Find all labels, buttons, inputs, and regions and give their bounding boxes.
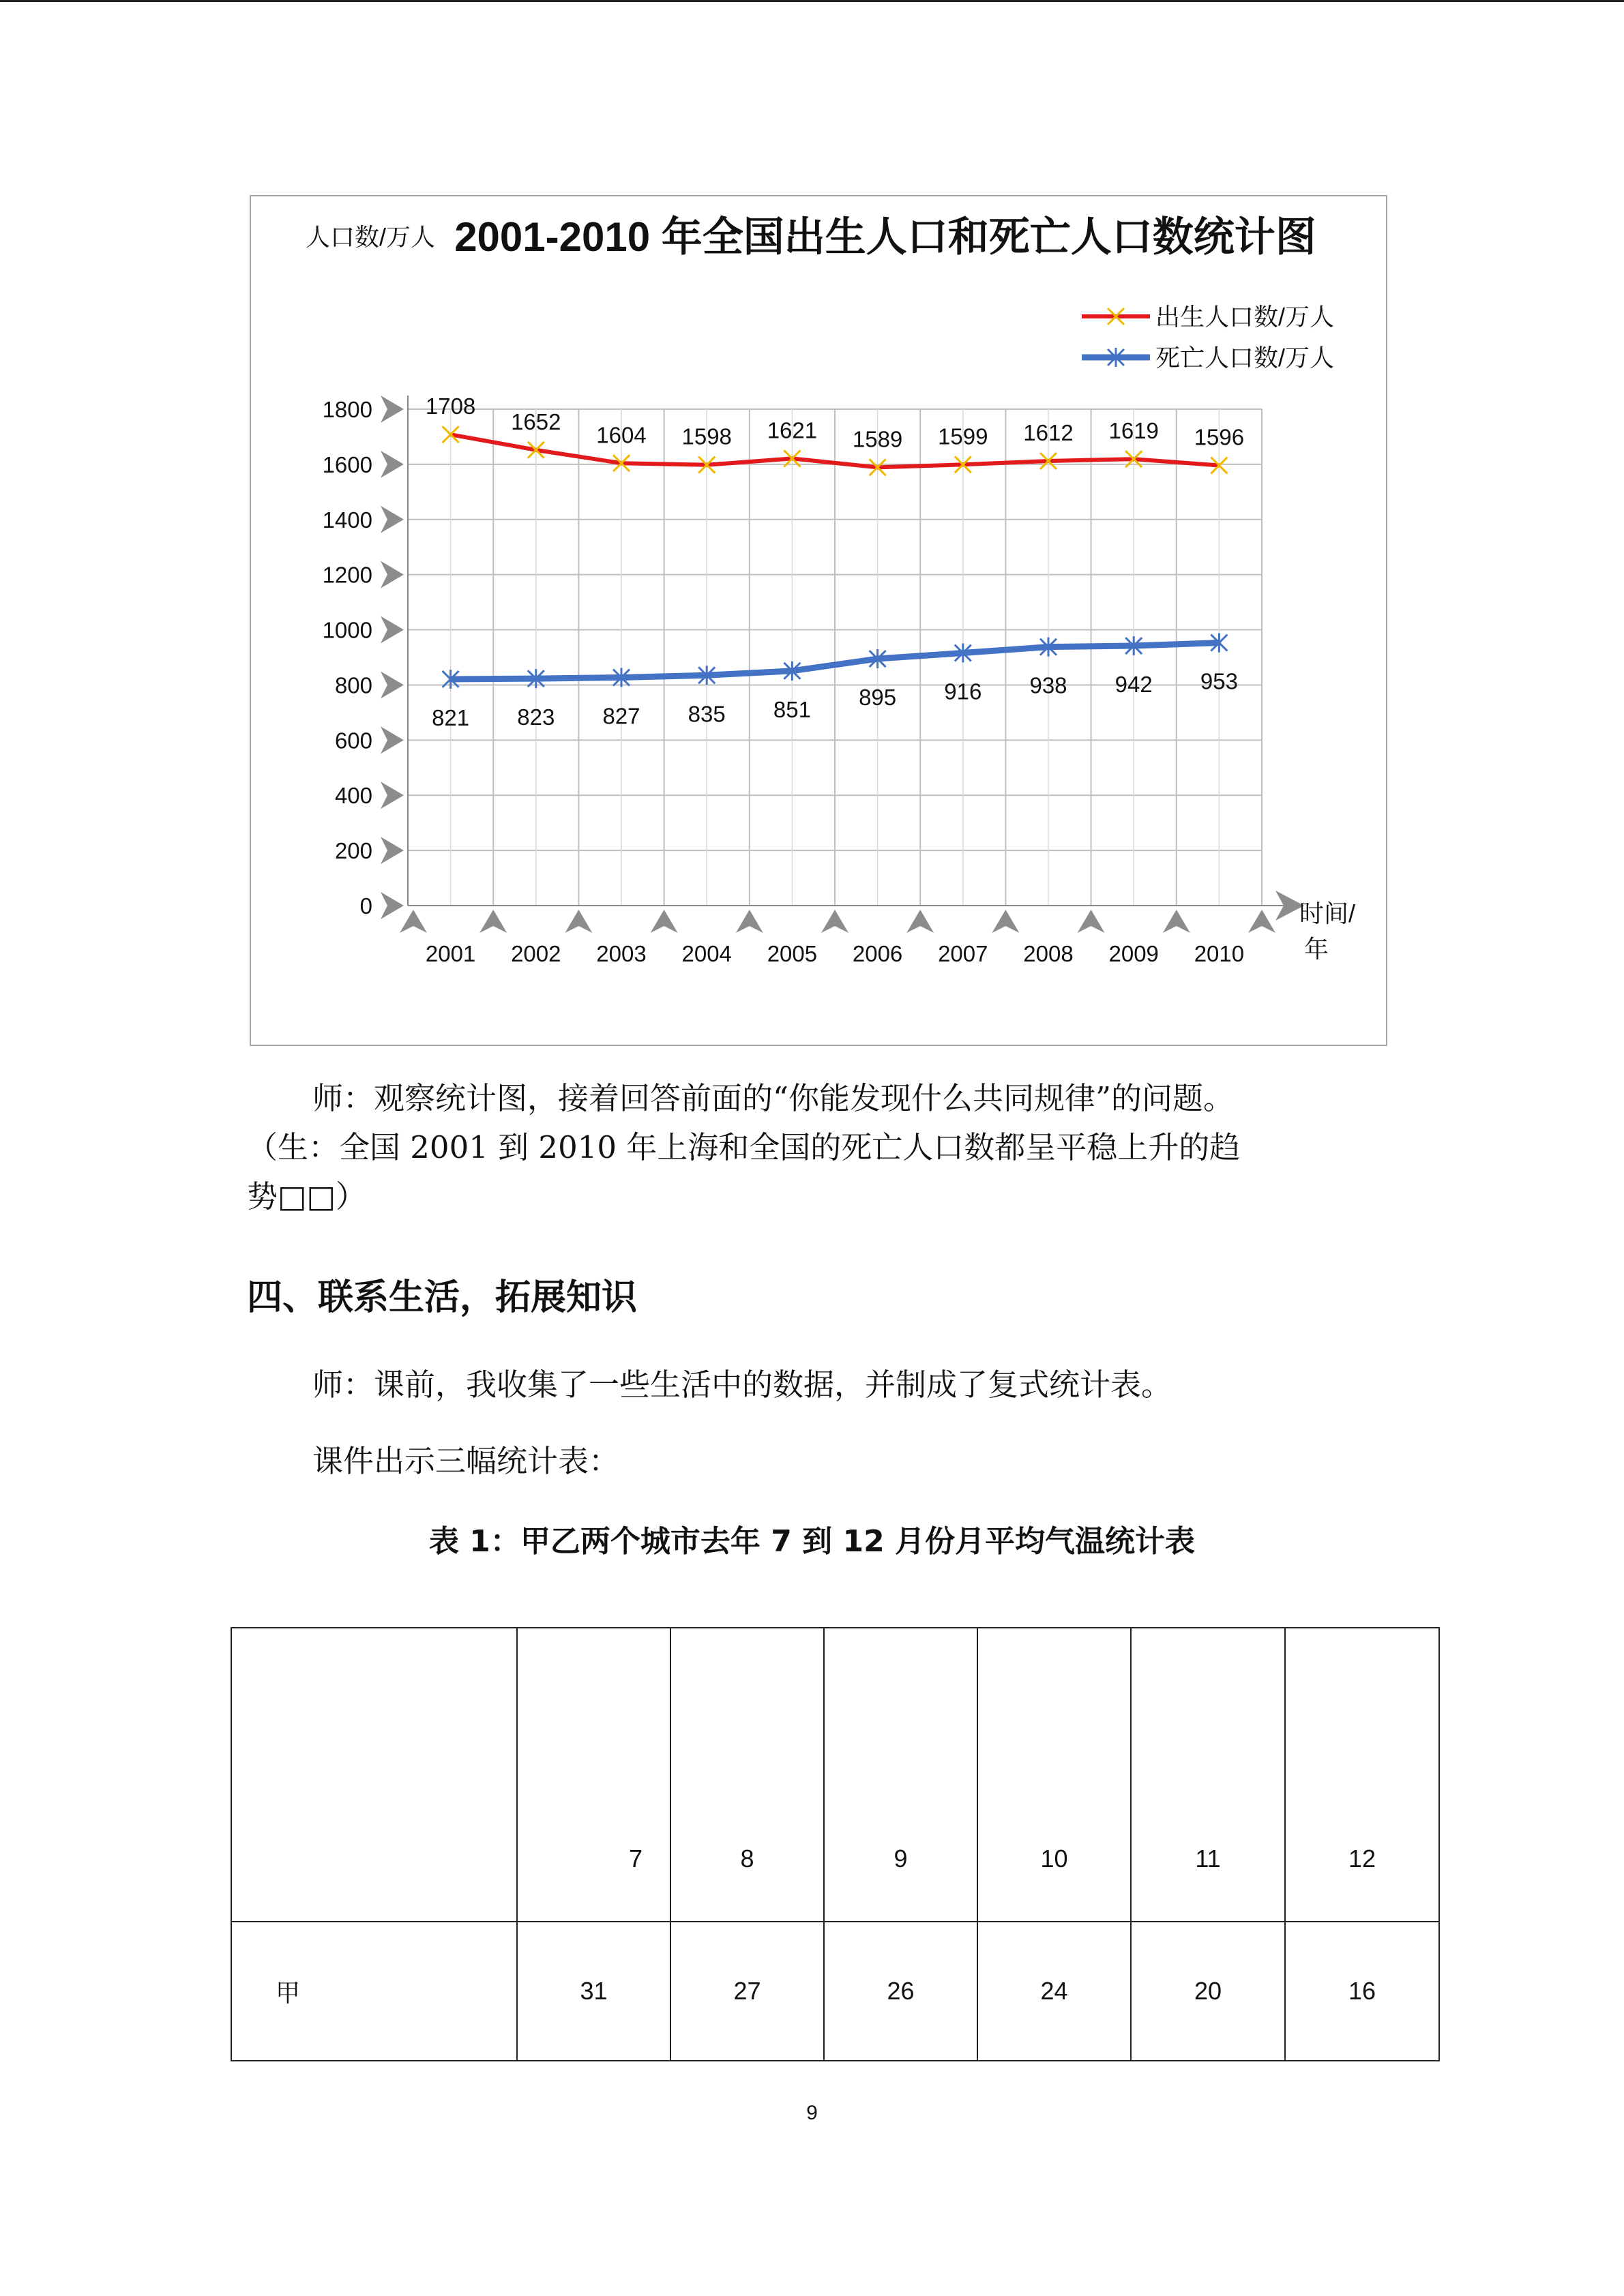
chart-title: 2001-2010 年全国出生人口和死亡人口数统计图: [454, 214, 1316, 260]
y-axis-label: 人口数/万人: [306, 223, 436, 251]
data-label: 1619: [1108, 418, 1159, 444]
y-tick-label: 1600: [322, 451, 372, 477]
table-header-row: [231, 1628, 1439, 1922]
table-caption: 表 1：甲乙两个城市去年 7 到 12 月份月平均气温统计表: [428, 1524, 1196, 1559]
y-tick-label: 1800: [322, 397, 372, 422]
x-axis-arrow-marker: [479, 910, 507, 933]
student-answer-line-2: 势□□）: [247, 1178, 367, 1214]
data-label: 1708: [425, 393, 476, 419]
x-axis-arrow-marker: [1078, 910, 1105, 933]
x-axis-arrow-marker: [1163, 910, 1190, 933]
x-axis-label: 时间/年: [1299, 899, 1356, 963]
x-axis-arrow-marker: [821, 910, 848, 933]
teacher-paragraph-2: 师：课前，我收集了一些生活中的数据，并制成了复式统计表。: [312, 1367, 1172, 1403]
data-label: 1621: [767, 417, 818, 443]
x-tick-label: 2003: [596, 941, 647, 966]
top-border-line: [0, 0, 1624, 2]
data-label: 1598: [681, 423, 732, 449]
x-axis-arrow-marker: [736, 910, 763, 933]
y-axis-arrow-marker: [381, 616, 404, 644]
temperature-table: [231, 1627, 1440, 2061]
table-row: [231, 1922, 1439, 2061]
x-tick-label: 2005: [767, 941, 818, 966]
y-tick-label: 200: [334, 838, 372, 864]
x-axis-arrow-marker: [565, 910, 592, 933]
y-axis-arrow-marker: [381, 837, 404, 864]
data-label: 916: [944, 679, 982, 704]
chart-svg: [251, 196, 1386, 1045]
data-label: 851: [773, 696, 811, 722]
y-axis-arrow-marker: [381, 396, 404, 423]
temperature-cell: 31: [517, 1922, 670, 2061]
data-label: 1589: [852, 426, 903, 452]
data-label: 938: [1029, 672, 1067, 698]
y-axis-arrow-marker: [381, 781, 404, 809]
city-label-cell: 甲: [231, 1922, 517, 2061]
data-label: 821: [432, 704, 470, 730]
y-tick-label: 800: [334, 672, 372, 698]
student-answer-line-1: （生：全国 2001 到 2010 年上海和全国的死亡人口数都呈平稳上升的趋: [247, 1129, 1241, 1165]
data-label: 823: [517, 704, 555, 730]
y-tick-label: 400: [334, 783, 372, 809]
population-line-chart: [250, 195, 1387, 1046]
temperature-cell: 27: [670, 1922, 824, 2061]
data-label: 942: [1114, 672, 1153, 698]
y-axis-arrow-marker: [381, 726, 404, 754]
y-tick-label: 1400: [322, 507, 372, 533]
x-tick-label: 2006: [852, 941, 903, 966]
temperature-cell: 16: [1285, 1922, 1439, 2061]
data-label: 1599: [938, 423, 988, 449]
data-label: 953: [1200, 668, 1238, 694]
month-header-cell: 12: [1285, 1628, 1439, 1922]
teacher-paragraph-1: 师：观察统计图，接着回答前面的“你能发现什么共同规律”的问题。: [312, 1080, 1235, 1116]
data-label: 895: [859, 685, 897, 711]
x-tick-label: 2008: [1023, 941, 1074, 966]
legend-label: 出生人口数/万人: [1155, 303, 1335, 331]
y-axis-arrow-marker: [381, 561, 404, 588]
table-corner-cell: [231, 1628, 517, 1922]
y-axis-arrow-marker: [381, 451, 404, 478]
y-axis-arrow-marker: [381, 892, 404, 919]
data-label: 827: [602, 703, 640, 729]
x-tick-label: 2009: [1108, 941, 1159, 966]
x-tick-label: 2004: [681, 941, 732, 966]
x-axis-arrow-marker: [651, 910, 678, 933]
courseware-paragraph: 课件出示三幅统计表：: [312, 1443, 620, 1479]
temperature-cell: 24: [977, 1922, 1131, 2061]
section-heading-4: 四、联系生活，拓展知识: [247, 1277, 638, 1318]
legend-label: 死亡人口数/万人: [1155, 344, 1335, 372]
temperature-cell: 20: [1131, 1922, 1285, 2061]
x-axis-arrow-marker: [906, 910, 934, 933]
x-tick-label: 2001: [425, 941, 476, 966]
data-label: 1596: [1194, 424, 1245, 450]
x-axis-arrow-marker: [400, 910, 427, 933]
y-tick-label: 1000: [322, 617, 372, 643]
data-label: 1612: [1023, 420, 1074, 446]
y-tick-label: 1200: [322, 562, 372, 588]
data-label: 1652: [511, 408, 561, 434]
data-label: 835: [688, 701, 726, 727]
x-axis-arrow-marker: [992, 910, 1019, 933]
y-tick-label: 0: [359, 893, 372, 919]
month-header-cell: 10: [977, 1628, 1131, 1922]
x-tick-label: 2010: [1194, 941, 1245, 966]
month-header-cell: 7: [517, 1628, 670, 1922]
x-tick-label: 2007: [938, 941, 988, 966]
y-axis-arrow-marker: [381, 671, 404, 698]
y-tick-label: 600: [334, 728, 372, 754]
month-header-cell: 8: [670, 1628, 824, 1922]
temperature-cell: 26: [824, 1922, 977, 2061]
data-label: 1604: [596, 422, 647, 448]
x-axis-arrow-marker: [1248, 910, 1275, 933]
month-header-cell: 9: [824, 1628, 977, 1922]
page-number: 9: [806, 2102, 818, 2124]
x-tick-label: 2002: [511, 941, 561, 966]
y-axis-arrow-marker: [381, 506, 404, 533]
month-header-cell: 11: [1131, 1628, 1285, 1922]
